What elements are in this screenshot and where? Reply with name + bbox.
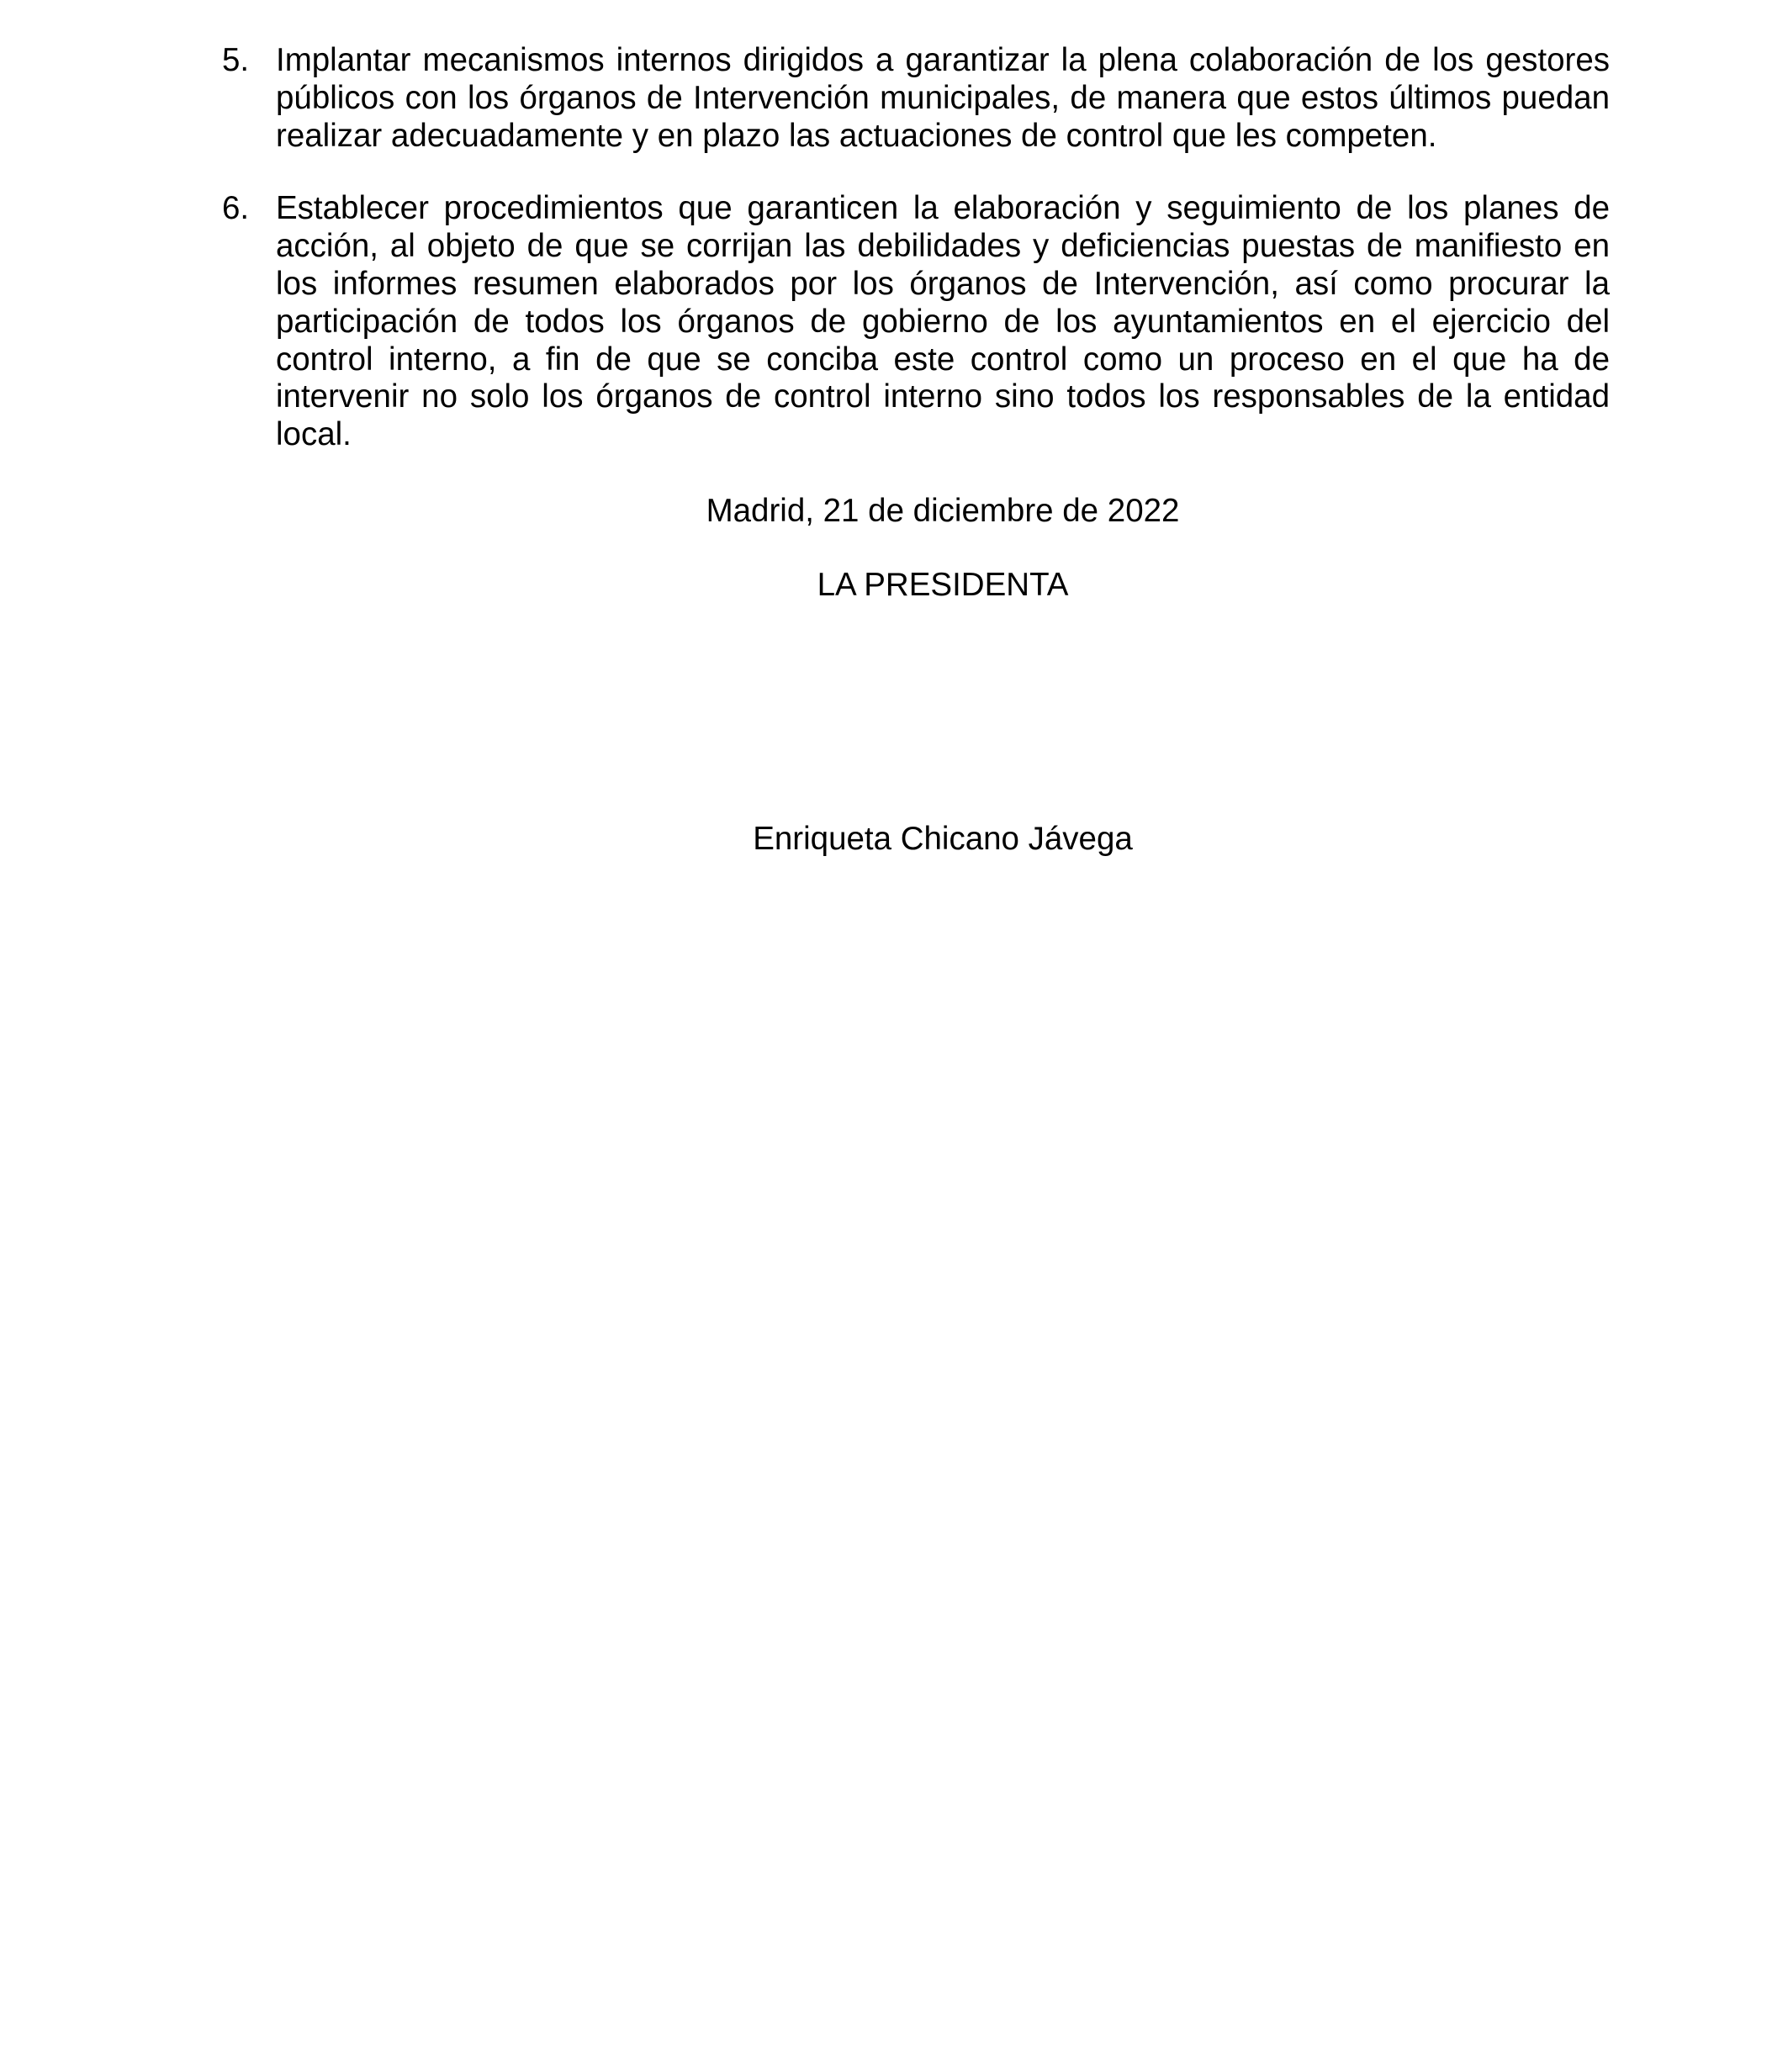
signer-name: Enriqueta Chicano Jávega bbox=[753, 821, 1133, 857]
place-date: Madrid, 21 de diciembre de 2022 bbox=[706, 493, 1180, 529]
signer-title: LA PRESIDENTA bbox=[817, 567, 1069, 603]
list-item bbox=[222, 190, 1610, 454]
list-item-text: Establecer procedimientos que garanticen la elaboración y seguimiento de los planes de acción, al objeto de que se corrijan las debilidades y deficiencias puestas de manifiesto en los informes resumen elaborados por los órganos de Intervención, así como procurar la participación de todos los órganos de gobierno de los ayuntamientos en el ejercicio del control interno, a fin de que se conciba este control como un proceso en el que ha de intervenir no solo los órganos de control interno sino todos los responsables de la entidad local. bbox=[276, 190, 1610, 453]
recommendations-list bbox=[222, 42, 1610, 489]
list-item-number: 5. bbox=[222, 42, 250, 78]
list-item-number: 6. bbox=[222, 190, 250, 227]
list-item bbox=[222, 42, 1610, 155]
list-item-text: Implantar mecanismos internos dirigidos a garantizar la plena colaboración de los gestores públicos con los órganos de Intervención municipales, de manera que estos últimos puedan realizar adecuadamente y en plazo las actuaciones de control que les competen. bbox=[276, 42, 1610, 154]
